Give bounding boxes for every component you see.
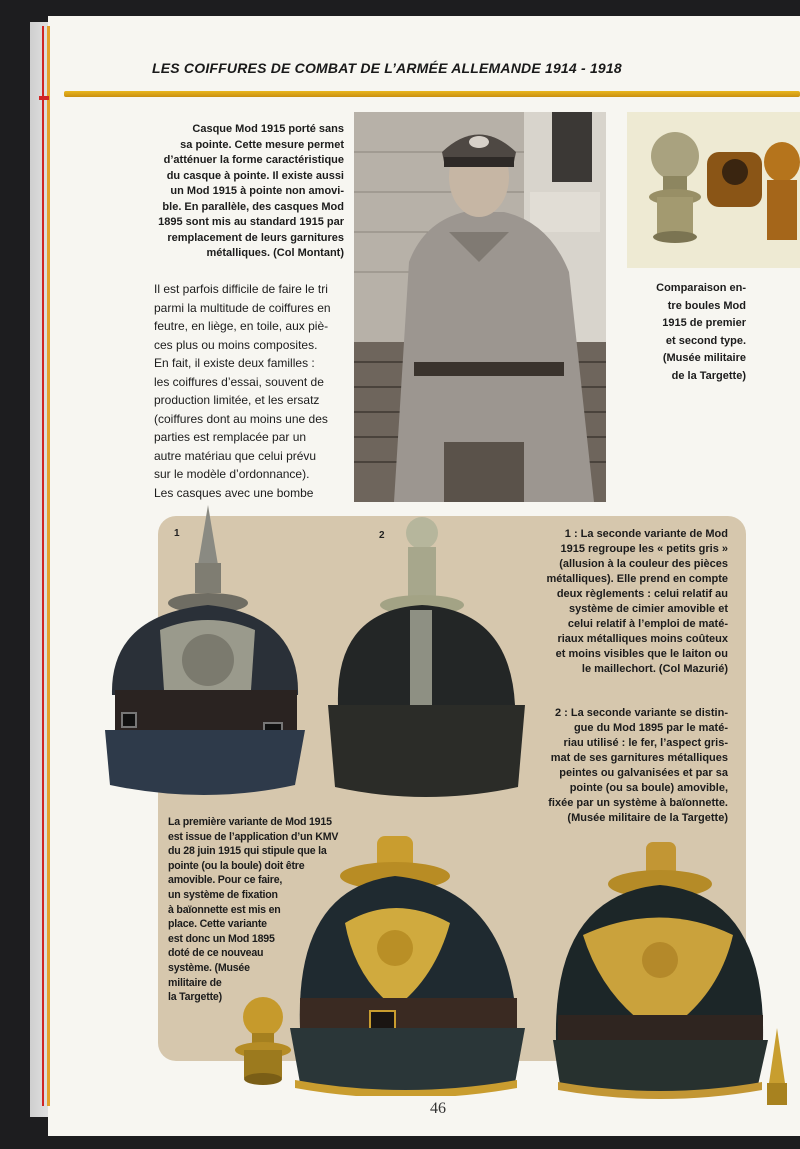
- caption-line: est donc un Mod 1895: [168, 932, 275, 945]
- caption-line: La première variante de Mod 1915: [168, 816, 332, 828]
- helmet-2-image: [320, 515, 530, 803]
- body-line: production limitée, et les ersatz: [154, 393, 320, 407]
- caption-line: système de cimier amovible et: [569, 603, 728, 615]
- brass-spike-image: [762, 1028, 792, 1110]
- caption-line: Comparaison en-: [656, 282, 746, 294]
- caption-right-top: [612, 280, 746, 385]
- caption-line: (Musée militaire de la Targette): [567, 812, 728, 824]
- caption-line: deux règlements : celui relatif au: [556, 588, 728, 600]
- caption-line: 1915 de premier: [662, 317, 746, 329]
- caption-line: militaire de: [168, 976, 222, 989]
- caption-line: le maillechort. (Col Mazurié): [581, 663, 728, 675]
- caption-line: celui relatif à l’emploi de maté-: [567, 618, 728, 630]
- body-line: (coiffures dont au moins une des: [154, 411, 328, 426]
- caption-line: doté de ce nouveau: [168, 947, 264, 960]
- body-line: feutre, en liège, en toile, aux piè-: [154, 319, 329, 333]
- caption-line: mat de ses garnitures métalliques: [550, 752, 728, 764]
- caption-line: 1915 regroupe les « petits gris »: [560, 543, 728, 555]
- header-red-accent: [39, 96, 49, 100]
- body-text: [154, 280, 346, 502]
- margin-red-line: [42, 26, 44, 1106]
- body-line: parties est remplacée par un: [154, 430, 307, 444]
- body-line: sur le modèle d’ordonnance).: [154, 467, 310, 481]
- soldier-photo: [354, 112, 606, 502]
- helmet-1-image: [100, 505, 305, 810]
- header-rule: [64, 91, 800, 97]
- helmet-3-image: [285, 828, 530, 1096]
- caption-line: riau utilisé : le fer, l’aspect gris-: [563, 737, 728, 749]
- caption-line: (allusion à la couleur des pièces: [559, 558, 728, 570]
- caption-line: métalliques. (Col Montant): [206, 247, 344, 259]
- body-line: parmi la multitude de coiffures en: [154, 300, 331, 315]
- panel-caption-1: [520, 527, 728, 677]
- caption-line: un système de fixation: [168, 888, 278, 901]
- caption-line: place. Cette variante: [168, 918, 267, 931]
- caption-line: 2 : La seconde variante se distin-: [554, 707, 728, 719]
- caption-line: du casque à pointe. Il existe aussi: [166, 169, 344, 182]
- caption-line: est issue de l’application d’un KMV: [168, 830, 339, 843]
- caption-line: pointe (ou la boule) doit être: [168, 859, 305, 872]
- caption-line: 1895 sont mis au standard 1915 par: [158, 216, 344, 228]
- panel-label-2: 2: [379, 530, 385, 541]
- panel-label-1: 1: [174, 528, 180, 539]
- panel-caption-2: [520, 706, 728, 826]
- caption-line: du 28 juin 1915 qui stipule que la: [168, 845, 327, 858]
- caption-top-left: [148, 122, 344, 262]
- caption-line: et moins visibles que le laiton ou: [555, 648, 728, 660]
- caption-line: ble. En parallèle, des casques Mod: [162, 200, 344, 213]
- caption-line: tre boules Mod: [667, 299, 746, 312]
- caption-line: à baïonnette est mis en: [168, 903, 281, 916]
- caption-line: pointe (ou sa boule) amovible,: [569, 782, 728, 794]
- caption-line: sa pointe. Cette mesure permet: [180, 138, 344, 151]
- page-header-title: LES COIFFURES DE COMBAT DE L’ARMÉE ALLEMANDE 1914 - 1918: [152, 60, 622, 76]
- caption-line: remplacement de leurs garnitures: [167, 231, 344, 244]
- caption-line: peintes ou galvanisées et par sa: [559, 767, 728, 779]
- page-number: 46: [430, 1100, 446, 1117]
- caption-line: de la Targette): [671, 369, 746, 382]
- margin-gold-line: [47, 26, 50, 1106]
- caption-line: amovible. Pour ce faire,: [168, 874, 283, 887]
- caption-line: riaux métalliques moins coûteux: [557, 633, 728, 645]
- caption-line: et second type.: [665, 334, 746, 347]
- caption-line: Casque Mod 1915 porté sans: [192, 123, 344, 135]
- caption-line: gue du Mod 1895 par le maté-: [573, 722, 728, 734]
- caption-line: d’atténuer la forme caractéristique: [163, 154, 344, 166]
- body-line: Il est parfois difficile de faire le tri: [154, 282, 328, 296]
- body-line: En fait, il existe deux familles :: [154, 356, 315, 370]
- brass-ball-image: [228, 995, 298, 1087]
- spike-ball-comparison-photo: [627, 112, 800, 268]
- body-line: les coiffures d’essai, souvent de: [154, 374, 324, 389]
- body-line: ces plus ou moins composites.: [154, 337, 318, 352]
- body-line: Les casques avec une bombe: [154, 485, 314, 500]
- caption-line: 1 : La seconde variante de Mod: [564, 528, 728, 540]
- caption-line: la Targette): [168, 991, 222, 1004]
- caption-line: un Mod 1915 à pointe non amovi-: [170, 185, 344, 197]
- caption-line: système. (Musée: [168, 961, 250, 974]
- caption-line: fixée par un système à baïonnette.: [548, 797, 728, 809]
- helmet-4-image: [548, 840, 770, 1100]
- caption-line: métalliques). Elle prend en compte: [546, 573, 728, 585]
- body-line: autre matériau que celui prévu: [154, 448, 317, 463]
- caption-line: (Musée militaire: [662, 352, 746, 364]
